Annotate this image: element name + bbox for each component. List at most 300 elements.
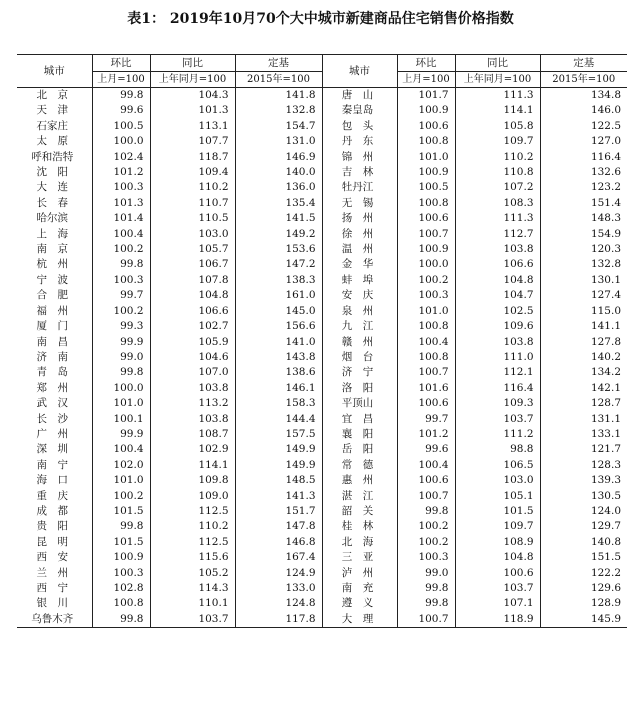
column-header-mom: 环比 <box>92 55 150 72</box>
mom-index: 101.3 <box>92 196 150 211</box>
city-name: 金 华 <box>322 257 397 272</box>
city-name: 西 安 <box>36 551 68 564</box>
yoy-index: 112.1 <box>455 365 540 380</box>
city-name: 北 海 <box>322 535 397 550</box>
yoy-index: 107.1 <box>455 596 540 611</box>
yoy-index: 101.5 <box>455 504 540 519</box>
yoy-index: 103.8 <box>455 242 540 257</box>
mom-index: 100.2 <box>92 489 150 504</box>
mom-index: 100.6 <box>397 211 455 226</box>
base-index: 134.2 <box>540 365 627 380</box>
yoy-index: 103.8 <box>150 412 235 427</box>
base-index: 115.0 <box>540 304 627 319</box>
table-row <box>17 319 627 334</box>
base-index: 161.0 <box>235 288 322 303</box>
base-index: 141.3 <box>235 489 322 504</box>
price-index-table <box>17 54 627 628</box>
yoy-index: 107.7 <box>150 134 235 149</box>
table-row <box>17 150 627 165</box>
city-name: 宜 昌 <box>322 412 397 427</box>
base-index: 128.9 <box>540 596 627 611</box>
base-index: 148.5 <box>235 473 322 488</box>
base-index: 133.1 <box>540 427 627 442</box>
table-row <box>17 596 627 611</box>
column-header-city: 城市 <box>322 55 397 88</box>
base-index: 122.5 <box>540 119 627 134</box>
table-row <box>17 350 627 365</box>
yoy-index: 111.2 <box>455 427 540 442</box>
table-row <box>17 196 627 211</box>
column-header-base: 定基 <box>540 55 627 72</box>
base-index: 146.8 <box>235 535 322 550</box>
mom-index: 99.3 <box>92 319 150 334</box>
table-body <box>17 88 627 628</box>
column-subheader-base: 2015年=100 <box>235 72 322 88</box>
yoy-index: 105.7 <box>150 242 235 257</box>
city-name: 赣 州 <box>322 335 397 350</box>
base-index: 123.2 <box>540 180 627 195</box>
city-name: 南 昌 <box>36 335 68 348</box>
yoy-index: 110.2 <box>150 519 235 534</box>
city-name: 洛 阳 <box>322 381 397 396</box>
city-name: 沈 阳 <box>36 166 68 179</box>
city-name: 韶 关 <box>322 504 397 519</box>
base-index: 140.0 <box>235 165 322 180</box>
base-index: 149.9 <box>235 442 322 457</box>
base-index: 149.2 <box>235 227 322 242</box>
column-header-yoy: 同比 <box>150 55 235 72</box>
city-name: 海 口 <box>36 474 68 487</box>
city-name: 合 肥 <box>36 289 68 302</box>
yoy-index: 108.3 <box>455 196 540 211</box>
city-name: 烟 台 <box>322 350 397 365</box>
city-name: 天 津 <box>36 104 68 117</box>
base-index: 144.4 <box>235 412 322 427</box>
city-name: 上 海 <box>36 227 68 240</box>
yoy-index: 104.8 <box>455 273 540 288</box>
mom-index: 100.7 <box>397 227 455 242</box>
base-index: 146.9 <box>235 150 322 165</box>
city-name: 秦皇岛 <box>322 103 397 118</box>
table-row <box>17 180 627 195</box>
base-index: 127.4 <box>540 288 627 303</box>
city-name: 泸 州 <box>322 566 397 581</box>
city-name: 重 庆 <box>36 489 68 502</box>
city-name: 石家庄 <box>36 119 68 132</box>
base-index: 146.1 <box>235 381 322 396</box>
mom-index: 100.2 <box>397 535 455 550</box>
mom-index: 100.8 <box>397 196 455 211</box>
yoy-index: 113.2 <box>150 396 235 411</box>
city-name: 宁 波 <box>36 273 68 286</box>
yoy-index: 109.7 <box>455 519 540 534</box>
column-subheader-yoy: 上年同月=100 <box>455 72 540 88</box>
yoy-index: 114.3 <box>150 581 235 596</box>
city-name: 岳 阳 <box>322 442 397 457</box>
mom-index: 100.0 <box>397 257 455 272</box>
yoy-index: 103.0 <box>150 227 235 242</box>
yoy-index: 98.8 <box>455 442 540 457</box>
base-index: 129.7 <box>540 519 627 534</box>
table-row <box>17 257 627 272</box>
city-name: 成 都 <box>36 504 68 517</box>
city-name: 牡丹江 <box>322 180 397 195</box>
yoy-index: 108.7 <box>150 427 235 442</box>
table-row <box>17 473 627 488</box>
yoy-index: 106.7 <box>150 257 235 272</box>
city-name: 三 亚 <box>322 550 397 565</box>
yoy-index: 109.0 <box>150 489 235 504</box>
city-name: 郑 州 <box>36 381 68 394</box>
city-name: 西 宁 <box>36 582 68 594</box>
base-index: 122.2 <box>540 566 627 581</box>
base-index: 138.6 <box>235 365 322 380</box>
table-row <box>17 396 627 411</box>
base-index: 149.9 <box>235 458 322 473</box>
mom-index: 101.6 <box>397 381 455 396</box>
base-index: 124.0 <box>540 504 627 519</box>
base-index: 117.8 <box>235 612 322 628</box>
table-row <box>17 458 627 473</box>
table-row <box>17 211 627 226</box>
yoy-index: 107.0 <box>150 365 235 380</box>
city-name: 泉 州 <box>322 304 397 319</box>
yoy-index: 104.8 <box>455 550 540 565</box>
column-header-mom: 环比 <box>397 55 455 72</box>
yoy-index: 107.2 <box>455 180 540 195</box>
mom-index: 101.4 <box>92 211 150 226</box>
mom-index: 99.8 <box>92 612 150 628</box>
mom-index: 101.2 <box>92 165 150 180</box>
mom-index: 100.8 <box>397 134 455 149</box>
mom-index: 101.5 <box>92 535 150 550</box>
city-name: 遵 义 <box>322 596 397 611</box>
base-index: 156.6 <box>235 319 322 334</box>
yoy-index: 110.7 <box>150 196 235 211</box>
base-index: 145.0 <box>235 304 322 319</box>
yoy-index: 114.1 <box>150 458 235 473</box>
mom-index: 100.4 <box>397 458 455 473</box>
city-name: 锦 州 <box>322 150 397 165</box>
yoy-index: 102.7 <box>150 319 235 334</box>
mom-index: 100.7 <box>397 612 455 628</box>
table-row <box>17 381 627 396</box>
mom-index: 100.3 <box>92 180 150 195</box>
base-index: 145.9 <box>540 612 627 628</box>
table-row <box>17 535 627 550</box>
column-header-base: 定基 <box>235 55 322 72</box>
yoy-index: 109.7 <box>455 134 540 149</box>
yoy-index: 103.7 <box>455 581 540 596</box>
mom-index: 101.7 <box>397 88 455 104</box>
city-name: 杭 州 <box>36 258 68 271</box>
city-name: 丹 东 <box>322 134 397 149</box>
yoy-index: 110.5 <box>150 211 235 226</box>
city-name: 温 州 <box>322 242 397 257</box>
base-index: 132.8 <box>540 257 627 272</box>
base-index: 136.0 <box>235 180 322 195</box>
base-index: 154.9 <box>540 227 627 242</box>
mom-index: 100.0 <box>92 134 150 149</box>
table-row <box>17 519 627 534</box>
yoy-index: 111.3 <box>455 88 540 104</box>
mom-index: 102.0 <box>92 458 150 473</box>
base-index: 131.1 <box>540 412 627 427</box>
mom-index: 100.2 <box>397 519 455 534</box>
city-name: 兰 州 <box>36 566 68 579</box>
mom-index: 99.8 <box>397 581 455 596</box>
yoy-index: 105.2 <box>150 566 235 581</box>
mom-index: 100.7 <box>397 365 455 380</box>
mom-index: 100.5 <box>92 119 150 134</box>
mom-index: 100.9 <box>397 103 455 118</box>
city-name: 安 庆 <box>322 288 397 303</box>
base-index: 132.8 <box>235 103 322 118</box>
column-subheader-mom: 上月=100 <box>92 72 150 88</box>
table-row <box>17 489 627 504</box>
mom-index: 99.0 <box>397 566 455 581</box>
base-index: 140.2 <box>540 350 627 365</box>
mom-index: 99.0 <box>92 350 150 365</box>
mom-index: 100.6 <box>397 473 455 488</box>
city-name: 太 原 <box>36 135 68 148</box>
city-name: 吉 林 <box>322 165 397 180</box>
city-name: 大 理 <box>322 612 397 628</box>
mom-index: 100.3 <box>92 566 150 581</box>
yoy-index: 110.1 <box>150 596 235 611</box>
base-index: 151.5 <box>540 550 627 565</box>
base-index: 147.2 <box>235 257 322 272</box>
column-header-yoy: 同比 <box>455 55 540 72</box>
base-index: 134.8 <box>540 88 627 104</box>
mom-index: 101.0 <box>92 473 150 488</box>
table-row <box>17 442 627 457</box>
city-name: 厦 门 <box>36 320 68 333</box>
city-name: 长 沙 <box>36 412 68 425</box>
table-row <box>17 304 627 319</box>
mom-index: 99.8 <box>92 88 150 104</box>
yoy-index: 104.3 <box>150 88 235 104</box>
base-index: 127.8 <box>540 335 627 350</box>
city-name: 呼和浩特 <box>31 150 74 163</box>
table-row <box>17 427 627 442</box>
base-index: 130.5 <box>540 489 627 504</box>
mom-index: 99.8 <box>397 596 455 611</box>
mom-index: 102.8 <box>92 581 150 596</box>
base-index: 151.4 <box>540 196 627 211</box>
base-index: 121.7 <box>540 442 627 457</box>
mom-index: 99.8 <box>92 519 150 534</box>
mom-index: 100.8 <box>397 319 455 334</box>
base-index: 140.8 <box>540 535 627 550</box>
mom-index: 99.7 <box>397 412 455 427</box>
yoy-index: 100.6 <box>455 566 540 581</box>
base-index: 154.7 <box>235 119 322 134</box>
yoy-index: 114.1 <box>455 103 540 118</box>
mom-index: 100.9 <box>397 242 455 257</box>
base-index: 151.7 <box>235 504 322 519</box>
base-index: 142.1 <box>540 381 627 396</box>
mom-index: 100.4 <box>92 442 150 457</box>
base-index: 143.8 <box>235 350 322 365</box>
column-subheader-yoy: 上年同月=100 <box>150 72 235 88</box>
mom-index: 100.3 <box>92 273 150 288</box>
base-index: 120.3 <box>540 242 627 257</box>
yoy-index: 105.8 <box>455 119 540 134</box>
mom-index: 100.6 <box>397 119 455 134</box>
city-name: 扬 州 <box>322 211 397 226</box>
table-row <box>17 612 627 628</box>
yoy-index: 110.8 <box>455 165 540 180</box>
mom-index: 101.0 <box>92 396 150 411</box>
base-index: 153.6 <box>235 242 322 257</box>
table-row <box>17 504 627 519</box>
table-row <box>17 165 627 180</box>
mom-index: 100.9 <box>397 165 455 180</box>
table-title: 表1： 2019年10月70个大中城市新建商品住宅销售价格指数 <box>127 11 514 27</box>
city-name: 徐 州 <box>322 227 397 242</box>
base-index: 141.1 <box>540 319 627 334</box>
mom-index: 100.0 <box>92 381 150 396</box>
table-row <box>17 550 627 565</box>
yoy-index: 111.3 <box>455 211 540 226</box>
yoy-index: 115.6 <box>150 550 235 565</box>
mom-index: 100.9 <box>92 550 150 565</box>
mom-index: 99.6 <box>397 442 455 457</box>
yoy-index: 103.0 <box>455 473 540 488</box>
mom-index: 100.8 <box>92 596 150 611</box>
city-name: 济 宁 <box>322 365 397 380</box>
yoy-index: 110.2 <box>455 150 540 165</box>
mom-index: 100.4 <box>397 335 455 350</box>
city-name: 大 连 <box>36 181 68 194</box>
column-header-city: 城市 <box>17 55 92 88</box>
base-index: 158.3 <box>235 396 322 411</box>
city-name: 南 充 <box>322 581 397 596</box>
city-name: 襄 阳 <box>322 427 397 442</box>
city-name: 平顶山 <box>322 396 397 411</box>
yoy-index: 112.5 <box>150 535 235 550</box>
table-row <box>17 134 627 149</box>
base-index: 129.6 <box>540 581 627 596</box>
city-name: 唐 山 <box>322 88 397 104</box>
mom-index: 100.1 <box>92 412 150 427</box>
table-row <box>17 581 627 596</box>
yoy-index: 106.5 <box>455 458 540 473</box>
yoy-index: 109.3 <box>455 396 540 411</box>
yoy-index: 103.8 <box>150 381 235 396</box>
column-subheader-base: 2015年=100 <box>540 72 627 88</box>
table-row <box>17 273 627 288</box>
yoy-index: 112.5 <box>150 504 235 519</box>
table-row <box>17 227 627 242</box>
yoy-index: 104.8 <box>150 288 235 303</box>
yoy-index: 102.5 <box>455 304 540 319</box>
table-row <box>17 412 627 427</box>
yoy-index: 102.9 <box>150 442 235 457</box>
yoy-index: 109.8 <box>150 473 235 488</box>
mom-index: 101.5 <box>92 504 150 519</box>
yoy-index: 108.9 <box>455 535 540 550</box>
mom-index: 100.8 <box>397 350 455 365</box>
base-index: 148.3 <box>540 211 627 226</box>
mom-index: 99.9 <box>92 335 150 350</box>
city-name: 湛 江 <box>322 489 397 504</box>
mom-index: 100.3 <box>397 288 455 303</box>
city-name: 蚌 埠 <box>322 273 397 288</box>
base-index: 141.5 <box>235 211 322 226</box>
yoy-index: 118.9 <box>455 612 540 628</box>
base-index: 127.0 <box>540 134 627 149</box>
mom-index: 100.7 <box>397 489 455 504</box>
city-name: 北 京 <box>36 89 68 101</box>
city-name: 福 州 <box>36 304 68 317</box>
city-name: 乌鲁木齐 <box>17 612 92 628</box>
base-index: 138.3 <box>235 273 322 288</box>
yoy-index: 105.9 <box>150 335 235 350</box>
base-index: 133.0 <box>235 581 322 596</box>
base-index: 167.4 <box>235 550 322 565</box>
mom-index: 101.0 <box>397 150 455 165</box>
mom-index: 99.8 <box>92 257 150 272</box>
city-name: 长 春 <box>36 196 68 209</box>
base-index: 141.0 <box>235 335 322 350</box>
yoy-index: 101.3 <box>150 103 235 118</box>
base-index: 131.0 <box>235 134 322 149</box>
city-name: 昆 明 <box>36 535 68 548</box>
city-name: 哈尔滨 <box>36 212 68 225</box>
yoy-index: 103.7 <box>455 412 540 427</box>
city-name: 武 汉 <box>36 397 68 410</box>
city-name: 深 圳 <box>36 443 68 456</box>
table-row <box>17 103 627 118</box>
base-index: 146.0 <box>540 103 627 118</box>
yoy-index: 118.7 <box>150 150 235 165</box>
mom-index: 100.4 <box>92 227 150 242</box>
base-index: 128.3 <box>540 458 627 473</box>
base-index: 116.4 <box>540 150 627 165</box>
table-row <box>17 566 627 581</box>
city-name: 无 锡 <box>322 196 397 211</box>
yoy-index: 112.7 <box>455 227 540 242</box>
yoy-index: 113.1 <box>150 119 235 134</box>
mom-index: 99.8 <box>92 365 150 380</box>
city-name: 贵 阳 <box>36 520 68 533</box>
base-index: 124.9 <box>235 566 322 581</box>
base-index: 124.8 <box>235 596 322 611</box>
yoy-index: 103.7 <box>150 612 235 628</box>
city-name: 桂 林 <box>322 519 397 534</box>
city-name: 青 岛 <box>36 366 68 379</box>
mom-index: 101.2 <box>397 427 455 442</box>
yoy-index: 106.6 <box>455 257 540 272</box>
base-index: 130.1 <box>540 273 627 288</box>
table-row <box>17 119 627 134</box>
city-name: 南 宁 <box>36 458 68 471</box>
yoy-index: 105.1 <box>455 489 540 504</box>
mom-index: 101.0 <box>397 304 455 319</box>
yoy-index: 103.8 <box>455 335 540 350</box>
city-name: 南 京 <box>36 243 68 256</box>
city-name: 九 江 <box>322 319 397 334</box>
base-index: 128.7 <box>540 396 627 411</box>
table-row <box>17 288 627 303</box>
table-row <box>17 365 627 380</box>
yoy-index: 110.2 <box>150 180 235 195</box>
base-index: 157.5 <box>235 427 322 442</box>
header-row <box>17 55 627 72</box>
base-index: 132.6 <box>540 165 627 180</box>
